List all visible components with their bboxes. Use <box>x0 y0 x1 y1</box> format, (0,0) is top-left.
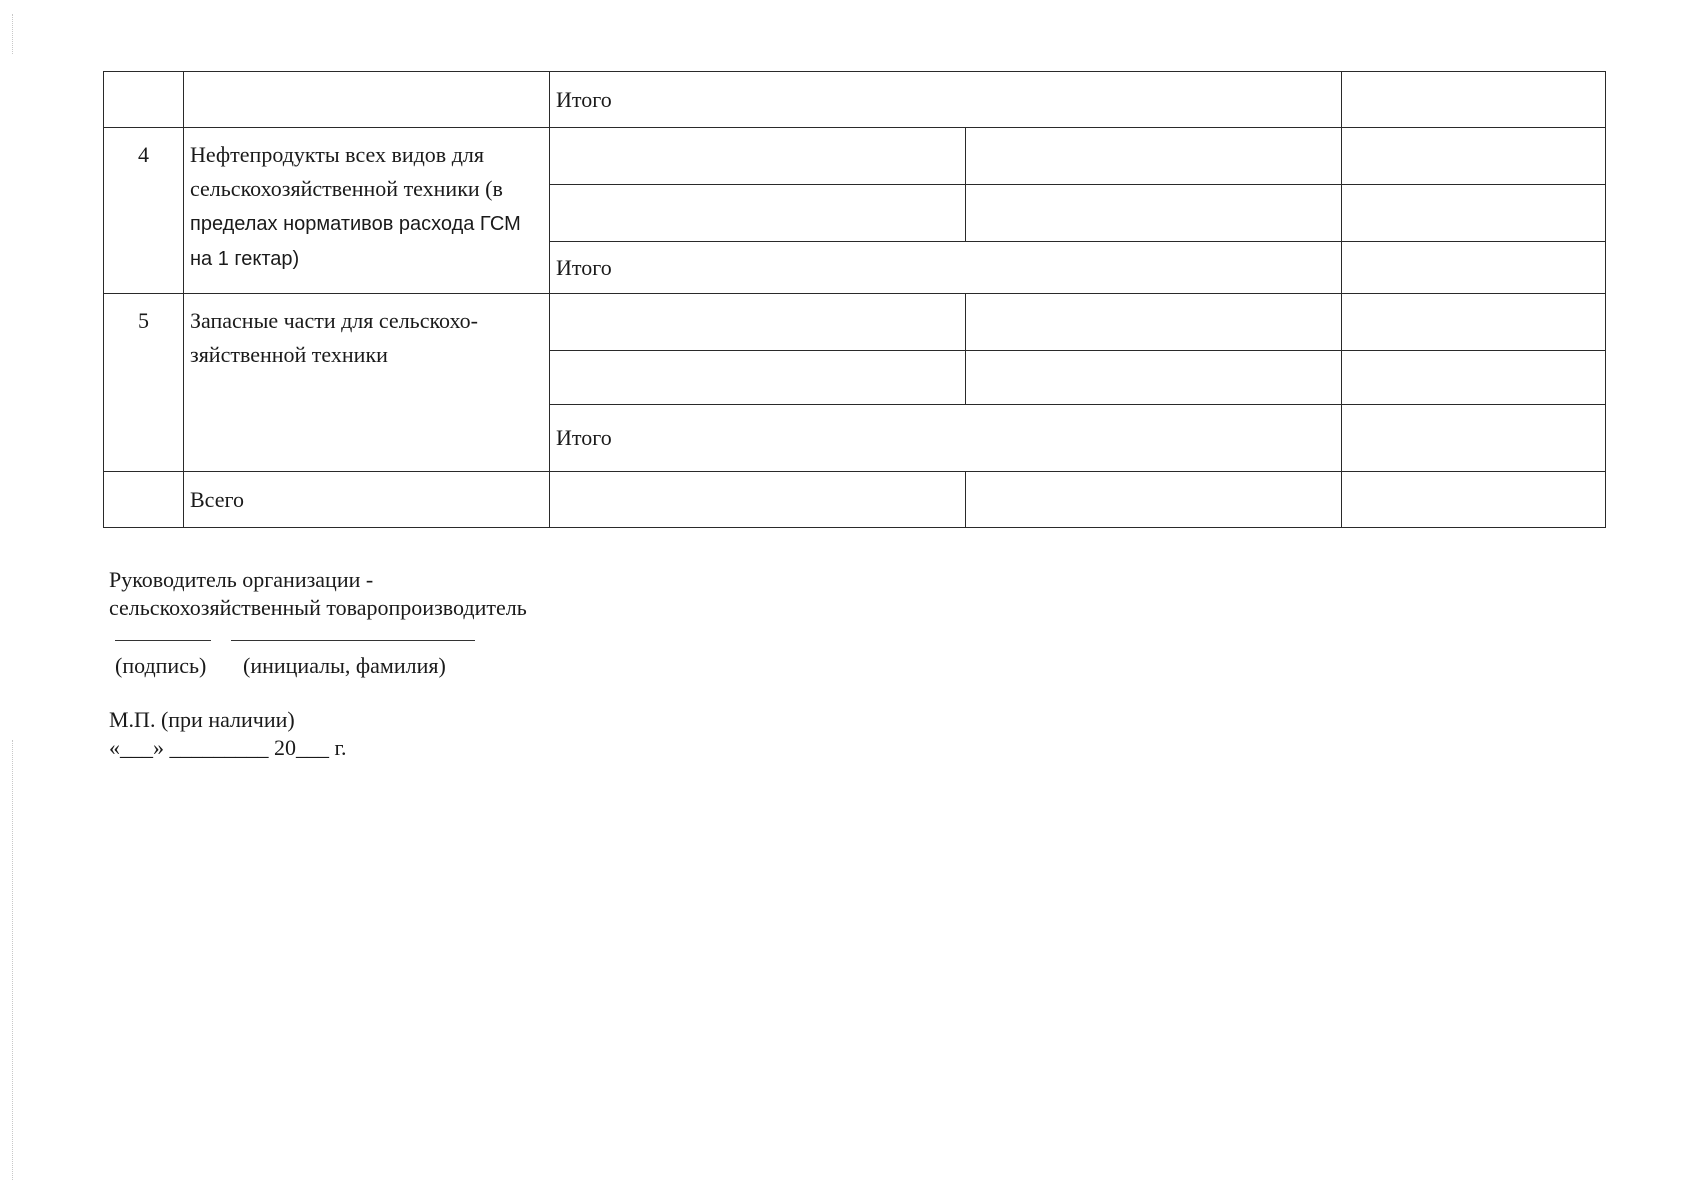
signature-underline[interactable] <box>115 640 211 641</box>
cell-row-number: 5 <box>104 294 184 472</box>
table-row-total <box>104 472 1606 528</box>
signature-lines <box>109 630 527 652</box>
cell-total-label: Всего <box>184 472 550 528</box>
cell-itogo-label: Итого <box>550 242 1342 294</box>
signer-title-line1: Руководитель организации - <box>109 567 374 592</box>
cell-input[interactable] <box>1342 185 1606 242</box>
cell-item-name <box>184 128 550 294</box>
table-row-4 <box>104 128 1606 185</box>
scan-edge-bottom <box>12 740 13 1180</box>
cell-itogo-value[interactable] <box>1342 242 1606 294</box>
stamp-note: М.П. (при наличии) <box>109 707 295 732</box>
cell-input[interactable] <box>966 472 1342 528</box>
signer-title-line2: сельскохозяйственный товаропроизводитель <box>109 595 527 620</box>
date-line: «___» _________ 20___ г. <box>109 735 347 760</box>
cell-itogo-value[interactable] <box>1342 405 1606 472</box>
form-table <box>103 71 1606 528</box>
caption-name: (инициалы, фамилия) <box>243 653 446 678</box>
cell-input[interactable] <box>1342 351 1606 405</box>
cell-input[interactable] <box>550 294 966 351</box>
table-row-itogo-top <box>104 72 1606 128</box>
signature-captions <box>109 652 527 680</box>
name-underline[interactable] <box>231 640 475 641</box>
cell-input[interactable] <box>966 185 1342 242</box>
cell-input[interactable] <box>966 351 1342 405</box>
cell-input[interactable] <box>966 294 1342 351</box>
cell-num-empty <box>104 72 184 128</box>
cell-itogo-label: Итого <box>550 72 1342 128</box>
cell-item-name: Запасные части для сельскохо-зяйственной техники <box>184 294 550 472</box>
cell-input[interactable] <box>550 351 966 405</box>
cell-input[interactable] <box>1342 294 1606 351</box>
cell-input[interactable] <box>550 128 966 185</box>
cell-num-empty <box>104 472 184 528</box>
cell-row-number: 4 <box>104 128 184 294</box>
scan-edge-top <box>12 14 13 54</box>
cell-itogo-label: Итого <box>550 405 1342 472</box>
cell-input[interactable] <box>550 185 966 242</box>
caption-signature: (подпись) <box>115 653 207 678</box>
cell-input[interactable] <box>966 128 1342 185</box>
signature-block <box>109 566 527 762</box>
cell-input[interactable] <box>1342 472 1606 528</box>
item-name-serif: Нефтепродукты всех видов для сельскохозяйственной техники (в <box>190 142 503 201</box>
cell-itogo-value[interactable] <box>1342 72 1606 128</box>
cell-input[interactable] <box>1342 128 1606 185</box>
table-row-5 <box>104 294 1606 351</box>
cell-name-empty <box>184 72 550 128</box>
item-name-sans: пределах нормативов расхода ГСМ на 1 гектар) <box>190 213 521 270</box>
cell-input[interactable] <box>550 472 966 528</box>
